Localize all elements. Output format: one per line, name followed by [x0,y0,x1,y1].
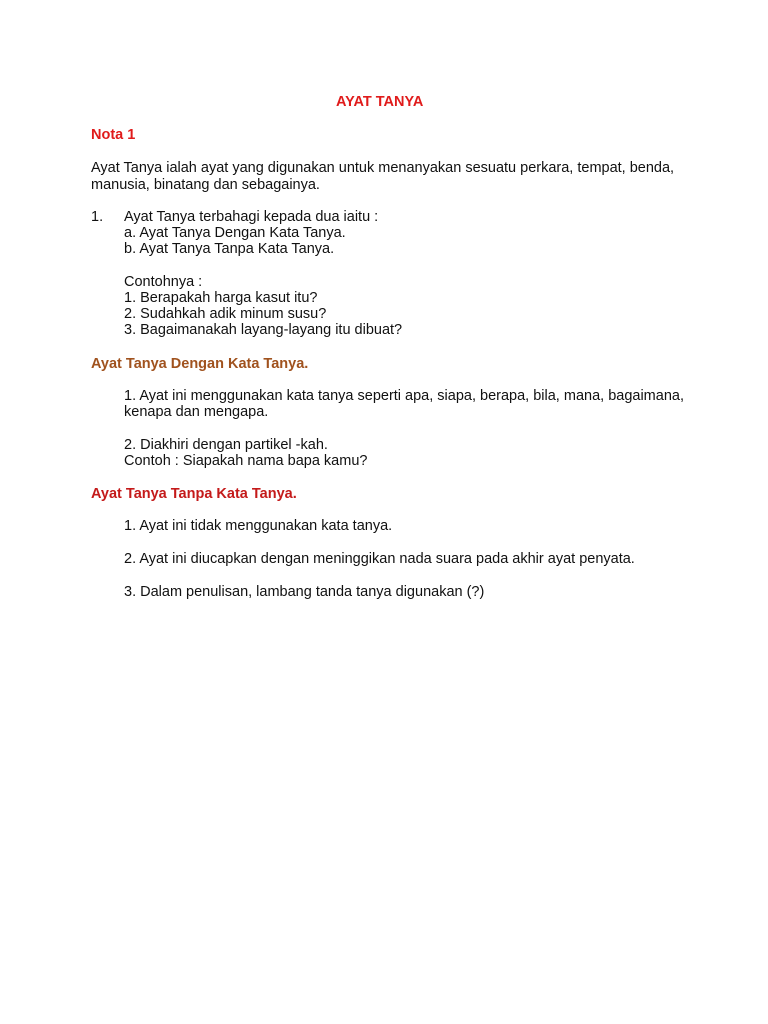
section-with-item-2-line-2: Contoh : Siapakah nama bapa kamu? [124,453,368,469]
section-with-item-1-line-1: 1. Ayat ini menggunakan kata tanya seperti apa, siapa, berapa, bila, mana, bagaimana, [124,388,684,404]
intro-line-1: Ayat Tanya ialah ayat yang digunakan untuk menanyakan sesuatu perkara, tempat, benda, [91,160,675,176]
point-1-text: Ayat Tanya terbahagi kepada dua iaitu : [124,209,379,225]
examples-label: Contohnya : [124,274,203,290]
section-with-heading: Ayat Tanya Dengan Kata Tanya. [91,356,309,372]
example-item: 2. Sudahkah adik minum susu? [124,306,327,322]
section-without-heading: Ayat Tanya Tanpa Kata Tanya. [91,486,297,502]
page-title: AYAT TANYA [336,94,424,110]
point-1-sub-a: a. Ayat Tanya Dengan Kata Tanya. [124,225,346,241]
example-item: 1. Berapakah harga kasut itu? [124,290,318,306]
note-heading: Nota 1 [91,127,136,143]
section-with-item-2-line-1: 2. Diakhiri dengan partikel -kah. [124,437,328,453]
section-without-item: 1. Ayat ini tidak menggunakan kata tanya. [124,518,393,534]
section-with-item-1-line-2: kenapa dan mengapa. [124,404,269,420]
point-1-sub-b: b. Ayat Tanya Tanpa Kata Tanya. [124,241,335,257]
example-item: 3. Bagaimanakah layang-layang itu dibuat? [124,322,403,338]
section-without-item: 2. Ayat ini diucapkan dengan meninggikan nada suara pada akhir ayat penyata. [124,551,635,567]
point-1-number: 1. [91,209,104,225]
intro-line-2: manusia, binatang dan sebagainya. [91,177,320,193]
section-without-item: 3. Dalam penulisan, lambang tanda tanya digunakan (?) [124,584,485,600]
